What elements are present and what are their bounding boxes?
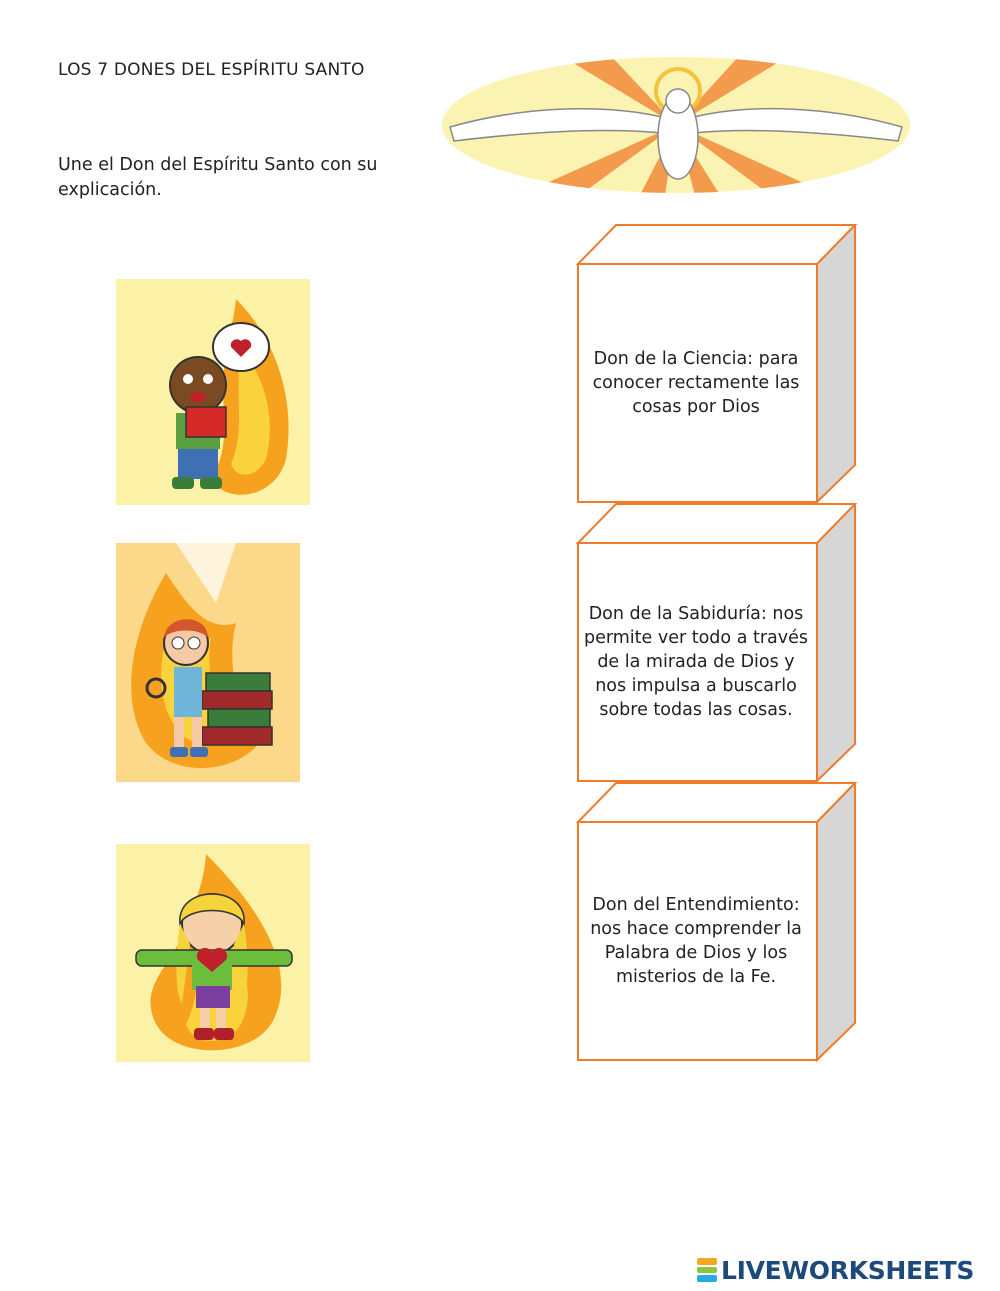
liveworksheets-logo-icon xyxy=(697,1257,717,1283)
gift-card-text: Don de la Sabiduría: nos permite ver todo a través de la mirada de Dios y nos impulsa a buscarlo sobre todas las cosas. xyxy=(584,604,808,720)
gift-card-text: Don del Entendimiento: nos hace comprender la Palabra de Dios y los misterios de la Fe. xyxy=(590,895,802,987)
page-title: LOS 7 DONES DEL ESPÍRITU SANTO xyxy=(58,60,365,80)
picture-boy-reading xyxy=(116,279,310,505)
instruction-text: Une el Don del Espíritu Santo con su explicación. xyxy=(58,155,378,200)
gift-card-text: Don de la Ciencia: para conocer rectamente las cosas por Dios xyxy=(592,349,800,417)
gift-card-ciencia xyxy=(576,224,858,506)
picture-girl-magnifier xyxy=(116,543,300,782)
gift-card-sabiduria xyxy=(576,503,858,785)
gift-card-entendimiento xyxy=(576,782,858,1064)
holy-spirit-dove-icon xyxy=(440,55,912,195)
picture-girl-heart xyxy=(116,844,310,1062)
brand-name: LIVEWORKSHEETS xyxy=(721,1255,975,1285)
liveworksheets-logo[interactable] xyxy=(697,1254,974,1286)
